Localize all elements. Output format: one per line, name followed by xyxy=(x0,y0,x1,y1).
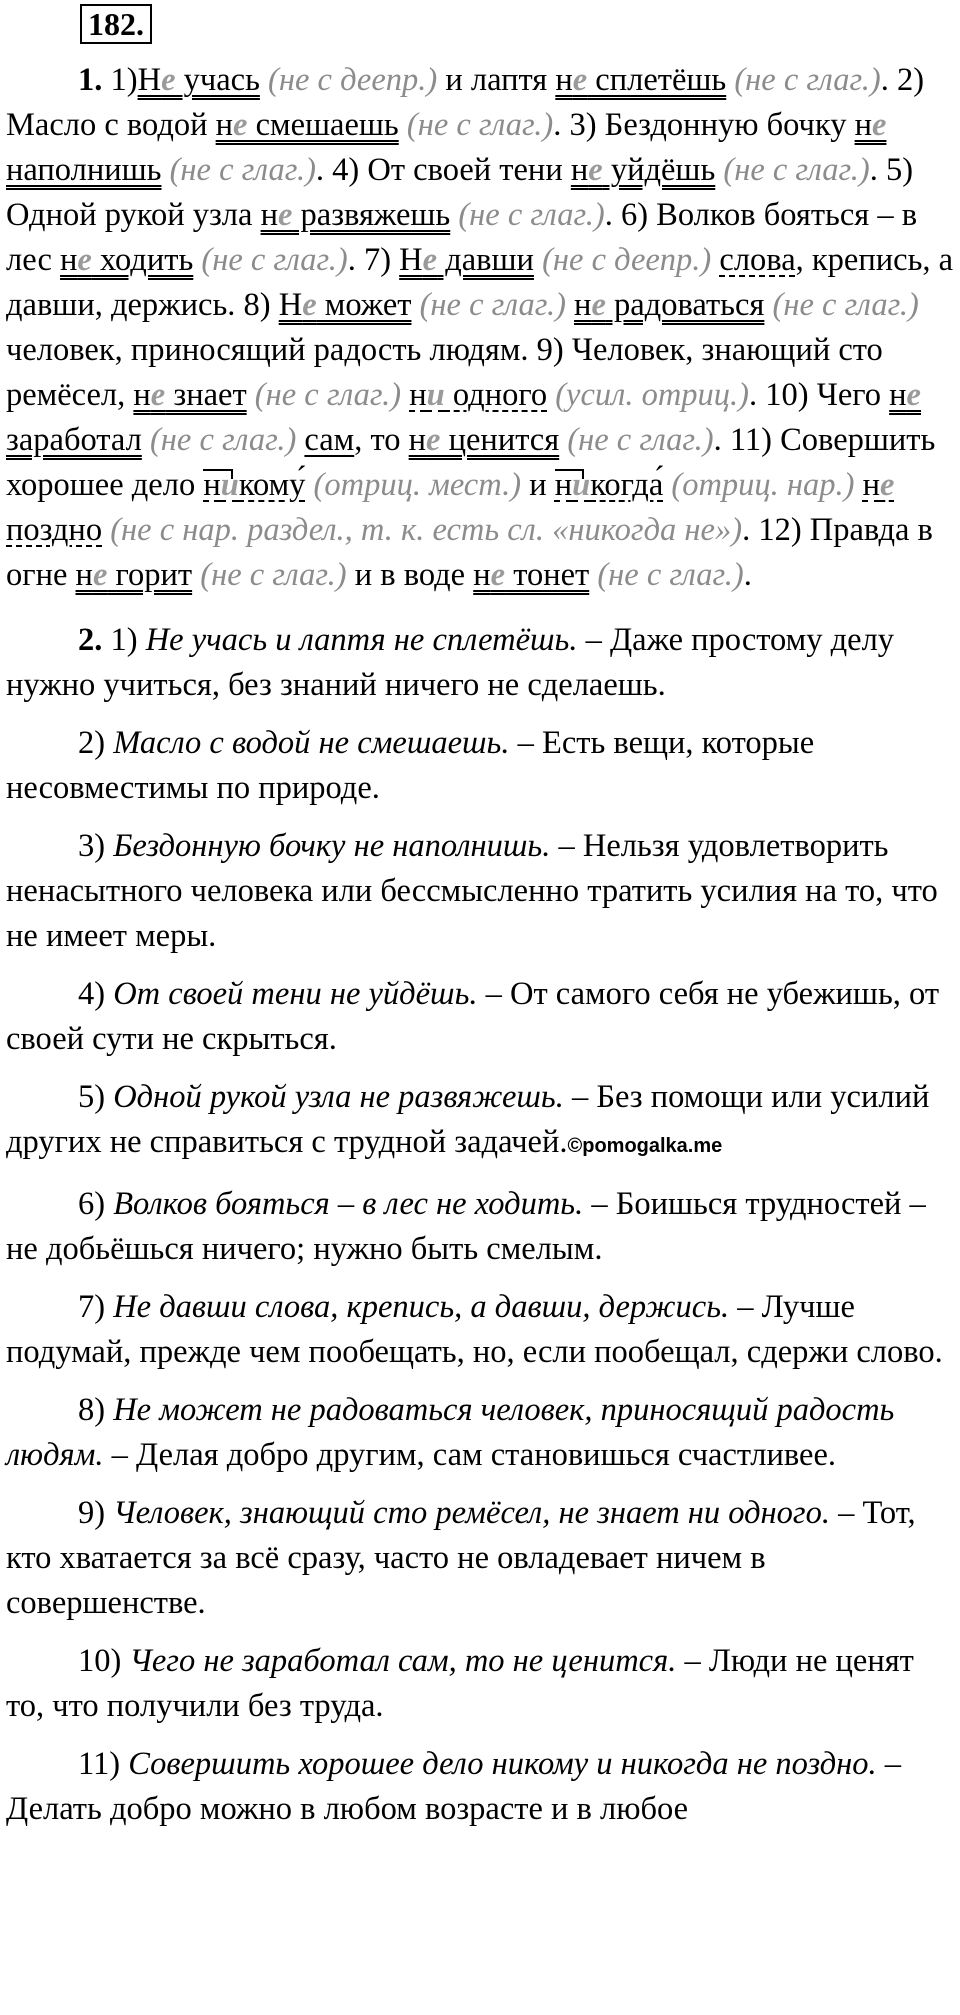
proverb-explanation: – От самого себя не убежишь, от своей сути не скрыться. xyxy=(6,976,940,1057)
s10-word-3: не ценится xyxy=(408,422,560,458)
s7-number: 7) xyxy=(355,242,400,278)
s6-number: 6) Волков бояться – в лес xyxy=(6,197,918,278)
s9-comment-2: (усил. отриц.) xyxy=(547,377,749,413)
s8-comment-2: (не с глаг.) xyxy=(764,287,919,323)
s12-word-1: не горит xyxy=(75,557,193,593)
s8-word-1: Не может xyxy=(278,287,412,323)
proverb-quote: Человек, знающий сто ремёсел, не знает ни одного. xyxy=(113,1495,830,1531)
s1-text-1: и лаптя xyxy=(445,62,556,98)
section-2-item-2: 2) Масло с водой не смешаешь. – Есть вещи, которые несовместимы по природе. xyxy=(6,725,815,806)
s9-number: 9) Человек, знающий сто ремёсел, xyxy=(6,332,883,413)
s8-number: 8) xyxy=(235,287,279,323)
s3-number: 3) Бездонную бочку xyxy=(561,107,855,143)
proverb-quote: От своей тени не уйдёшь. xyxy=(113,976,478,1012)
proverb-explanation: – Есть вещи, которые несовместимы по природе. xyxy=(6,725,815,806)
proverb-quote: Волков бояться – в лес не ходить. xyxy=(113,1186,584,1222)
proverb-quote: Не давши слова, крепись, а давши, держись. xyxy=(113,1289,730,1325)
s5-number: 5) Одной рукой узла xyxy=(6,152,914,233)
section-1-number: 1. xyxy=(78,62,103,98)
s1-word-1: Не учась xyxy=(137,62,260,98)
s9-word-2: ни одного xyxy=(409,377,548,413)
s9-word-1: не знает xyxy=(133,377,247,413)
proverb-quote: Не учась и лаптя не сплетёшь. xyxy=(145,622,578,658)
s10-word-1: не заработал xyxy=(6,377,921,458)
section-2-item-3: 3) Бездонную бочку не наполнишь. – Нельзя удовлетворить ненасытного человека или бессмысленно тратить усилия на то, что не имеет меры. xyxy=(6,828,938,954)
proverb-explanation: – Без помощи или усилий других не справиться с трудной задачей. xyxy=(6,1079,930,1160)
s12-number: 12) Правда в огне xyxy=(6,512,933,593)
proverb-quote: Совершить хорошее дело никому и никогда не поздно. xyxy=(128,1746,877,1782)
s3-comment-1: (не с глаг.) xyxy=(161,152,316,188)
section-2-item-7: 7) Не давши слова, крепись, а давши, держись. – Лучше подумай, прежде чем пообещать, но, если пообещал, сдержи слово. xyxy=(6,1289,943,1370)
s10-comment-3: (не с глаг.) xyxy=(559,422,714,458)
proverb-quote: Бездонную бочку не наполнишь. xyxy=(113,828,551,864)
proverb-explanation: – Люди не ценят то, что получили без труда. xyxy=(6,1643,914,1724)
s7-text-1: , крепись, а давши, держись. xyxy=(6,242,954,323)
proverb-quote: Масло с водой не смешаешь. xyxy=(113,725,510,761)
s3-word-1: не наполнишь xyxy=(6,107,887,188)
proverb-explanation: – Боишься трудностей – не добьёшься ничего; нужно быть смелым. xyxy=(6,1186,926,1267)
s4-number: 4) От своей тени xyxy=(324,152,571,188)
section-2-item-5: 5) Одной рукой узла не развяжешь. – Без помощи или усилий других не справиться с трудной задачей.©pomogalka.me xyxy=(6,1079,930,1160)
s10-comment-1: (не с глаг.) xyxy=(141,422,305,458)
s1-comment-1: (не с деепр.) xyxy=(259,62,446,98)
section-2-item-6: 6) Волков бояться – в лес не ходить. – Боишься трудностей – не добьёшься ничего; нужно быть смелым. xyxy=(6,1186,926,1267)
s11-number: 11) Совершить хорошее дело xyxy=(6,422,936,503)
s2-word-1: не смешаешь xyxy=(215,107,399,143)
s11-comment-2: (отриц. нар.) xyxy=(663,467,863,503)
s1-comment-2: (не с глаг.) xyxy=(726,62,881,98)
section-2-item-10: 10) Чего не заработал сам, то не ценится. – Люди не ценят то, что получили без труда. xyxy=(6,1643,914,1724)
section-2-item-4: 4) От своей тени не уйдёшь. – От самого себя не убежишь, от своей сути не скрыться. xyxy=(6,976,940,1057)
watermark: ©pomogalka.me xyxy=(567,1135,723,1157)
s8-comment-1: (не с глаг.) xyxy=(411,287,575,323)
s2-number: 2) Масло с водой xyxy=(6,62,925,143)
proverb-explanation: – Делая добро другим, сам становишься счастливее. xyxy=(103,1437,837,1473)
proverb-explanation: – Даже простому делу нужно учиться, без знаний ничего не сделаешь. xyxy=(6,622,895,703)
s11-comment-3: (не с нар. раздел., т. к. есть сл. «никогда не») xyxy=(102,512,743,548)
s5-comment-1: (не с глаг.) xyxy=(450,197,605,233)
s11-word-2: никогда́ xyxy=(554,467,664,503)
s10-number: 10) Чего xyxy=(757,377,890,413)
s11-word-3: не поздно xyxy=(6,467,895,548)
s2-comment-1: (не с глаг.) xyxy=(398,107,554,143)
section-2-item-8: 8) Не может не радоваться человек, приносящий радость людям. – Делая добро другим, сам становишься счастливее. xyxy=(6,1392,895,1473)
s7-comment-1: (не с деепр.) xyxy=(533,242,720,278)
proverb-explanation: – Нельзя удовлетворить ненасытного человека или бессмысленно тратить усилия на то, что не имеет меры. xyxy=(6,828,938,954)
section-2-item-1: 2. 1) Не учась и лаптя не сплетёшь. – Даже простому делу нужно учиться, без знаний ничего не сделаешь. xyxy=(6,622,895,703)
s12-comment-2: (не с глаг.) xyxy=(589,557,744,593)
s4-comment-1: (не с глаг.) xyxy=(715,152,870,188)
section-2-item-9: 9) Человек, знающий сто ремёсел, не знает ни одного. – Тот, кто хватается за всё сразу, часто не овладевает ничем в совершенстве. xyxy=(6,1495,916,1621)
s8-text-1: человек, приносящий радость людям. xyxy=(6,332,529,368)
proverb-quote: Одной рукой узла не развяжешь. xyxy=(113,1079,564,1115)
proverb-explanation: – Тот, кто хватается за всё сразу, часто не овладевает ничем в совершенстве. xyxy=(6,1495,916,1621)
s11-word-1: никому́ xyxy=(203,467,306,503)
exercise-number: 182. xyxy=(80,4,152,44)
proverb-quote: Чего не заработал сам, то не ценится. xyxy=(129,1643,677,1679)
s7-word-1: Не давши xyxy=(399,242,534,278)
proverb-explanation: – Делать добро можно в любом возрасте и в любое xyxy=(6,1746,902,1827)
s7-word-2: слова xyxy=(719,242,796,278)
section-2-number: 2. xyxy=(78,622,103,658)
s10-word-2: сам xyxy=(304,422,355,458)
s12-word-2: не тонет xyxy=(473,557,590,593)
section-1-paragraph: 1. 1)Не учась (не с деепр.) и лаптя не сплетёшь (не с глаг.). 2) Масло с водой не смешаешь (не с глаг.). 3) Бездонную бочку не наполнишь (не с глаг.). 4) От своей тени не уйдёшь (не с глаг.). 5) Одной рукой узла не развяжешь (не с глаг.). 6) Волков бояться – в лес не ходить (не с глаг.). 7) Не давши (не с деепр.) слова, крепись, а давши, держись. 8) Не может (не с глаг.) не радоваться (не с глаг.) человек, приносящий радость людям. 9) Человек, знающий сто ремёсел, не знает (не с глаг.) ни одного (усил. отриц.). 10) Чего не заработал (не с глаг.) сам, то не ценится (не с глаг.). 11) Совершить хорошее дело никому́ (отриц. мест.) и никогда́ (отриц. нар.) не поздно (не с нар. раздел., т. к. есть сл. «никогда не»). 12) Правда в огне не горит (не с глаг.) и в воде не тонет (не с глаг.). xyxy=(6,62,954,593)
proverb-explanation: – Лучше подумай, прежде чем пообещать, но, если пообещал, сдержи слово. xyxy=(6,1289,943,1370)
content xyxy=(6,58,956,1832)
s8-word-2: не радоваться xyxy=(574,287,765,323)
s9-comment-1: (не с глаг.) xyxy=(246,377,410,413)
s6-word-1: не ходить xyxy=(60,242,194,278)
s4-word-1: не уйдёшь xyxy=(570,152,716,188)
s1-number: 1) xyxy=(102,62,138,98)
s5-word-1: не развяжешь xyxy=(260,197,451,233)
s12-comment-1: (не с глаг.) xyxy=(192,557,347,593)
s11-comment-1: (отриц. мест.) xyxy=(305,467,522,503)
proverb-quote: Не может не радоваться человек, приносящий радость людям. xyxy=(6,1392,895,1473)
s1-word-2: не сплетёшь xyxy=(555,62,727,98)
s6-comment-1: (не с глаг.) xyxy=(193,242,348,278)
section-2-item-11: 11) Совершить хорошее дело никому и никогда не поздно. – Делать добро можно в любом возрасте и в любое xyxy=(6,1746,902,1827)
